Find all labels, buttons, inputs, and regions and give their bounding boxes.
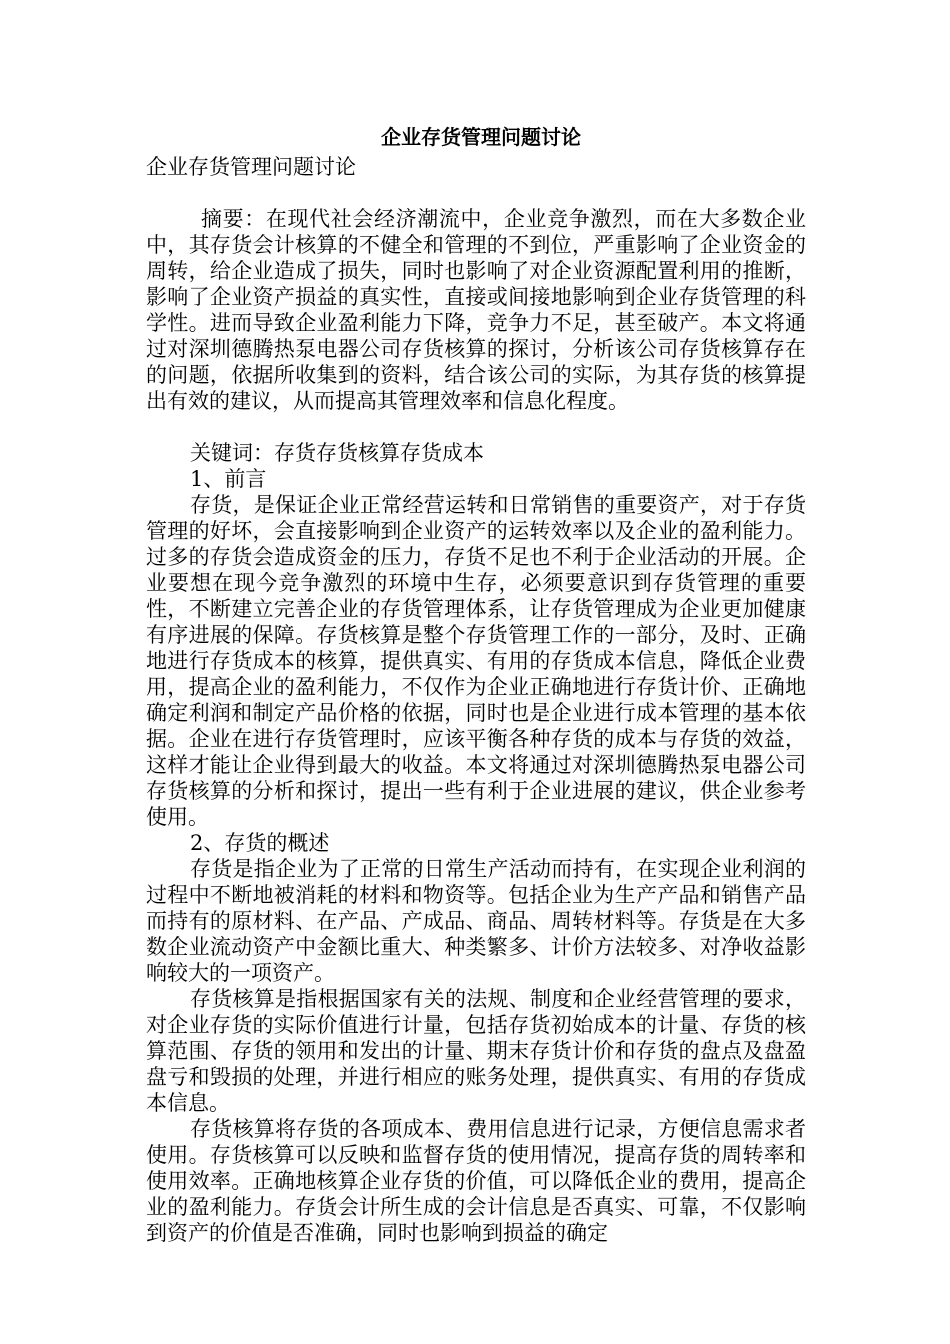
document-title: 企业存货管理问题讨论 — [381, 125, 581, 149]
overview-paragraph-3: 存货核算将存货的各项成本、费用信息进行记录，方便信息需求者使用。存货核算可以反映和监督存货的使用情况，提高存货的周转率和使用效率。正确地核算企业存货的价值，可以降低企业的费用，提高企业的盈利能力。存货会计所生成的会计信息是否真实、可靠，不仅影响到资产的价值是否准确，同时也影响到损益的确定 — [146, 1117, 806, 1245]
document-body — [146, 120, 806, 1246]
abstract-paragraph: 摘要：在现代社会经济潮流中，企业竞争激烈，而在大多数企业中，其存货会计核算的不健全和管理的不到位，严重影响了企业资金的周转，给企业造成了损失，同时也影响了对企业资源配置利用的推断，影响了企业资产损益的真实性，直接或间接地影响到企业存货管理的科学性。进而导致企业盈利能力下降，竞争力不足，甚至破产。本文将通过对深圳德腾热泵电器公司存货核算的探讨，分析该公司存货核算存在的问题，依据所收集到的资料，结合该公司的实际，为其存货的核算提出有效的建议，从而提高其管理效率和信息化程度。 — [146, 207, 806, 413]
section-heading-overview: 2、存货的概述 — [190, 831, 330, 855]
intro-paragraph: 存货，是保证企业正常经营运转和日常销售的重要资产，对于存货管理的好坏，会直接影响到企业资产的运转效率以及企业的盈利能力。过多的存货会造成资金的压力，存货不足也不利于企业活动的开展。企业要想在现今竞争激烈的环境中生存，必须要意识到存货管理的重要性，不断建立完善企业的存货管理体系，让存货管理成为企业更加健康有序进展的保障。存货核算是整个存货管理工作的一部分，及时、正确地进行存货成本的核算，提供真实、有用的存货成本信息，降低企业费用，提高企业的盈利能力，不仅作为企业正确地进行存货计价、正确地确定利润和制定产品价格的依据，同时也是企业进行成本管理的基本依据。企业在进行存货管理时，应该平衡各种存货的成本与存货的效益，这样才能让企业得到最大的收益。本文将通过对深圳德腾热泵电器公司存货核算的分析和探讨，提出一些有利于企业进展的建议，供企业参考使用。 — [146, 493, 806, 829]
spacer — [146, 414, 806, 440]
overview-paragraph-2: 存货核算是指根据国家有关的法规、制度和企业经营管理的要求，对企业存货的实际价值进行计量，包括存货初始成本的计量、存货的核算范围、存货的领用和发出的计量、期末存货计价和存货的盘点及盘盈盘亏和毁损的处理，并进行相应的账务处理，提供真实、有用的存货成本信息。 — [146, 987, 806, 1115]
section-heading-intro: 1、前言 — [190, 467, 267, 491]
document-subtitle: 企业存货管理问题讨论 — [146, 155, 356, 179]
keywords-line: 关键词：存货存货核算存货成本 — [190, 441, 484, 465]
spacer — [146, 180, 806, 206]
overview-paragraph-1: 存货是指企业为了正常的日常生产活动而持有，在实现企业利润的过程中不断地被消耗的材料和物资等。包括企业为生产产品和销售产品而持有的原材料、在产品、产成品、商品、周转材料等。存货是在大多数企业流动资产中金额比重大、种类繁多、计价方法较多、对净收益影响较大的一项资产。 — [146, 857, 806, 985]
